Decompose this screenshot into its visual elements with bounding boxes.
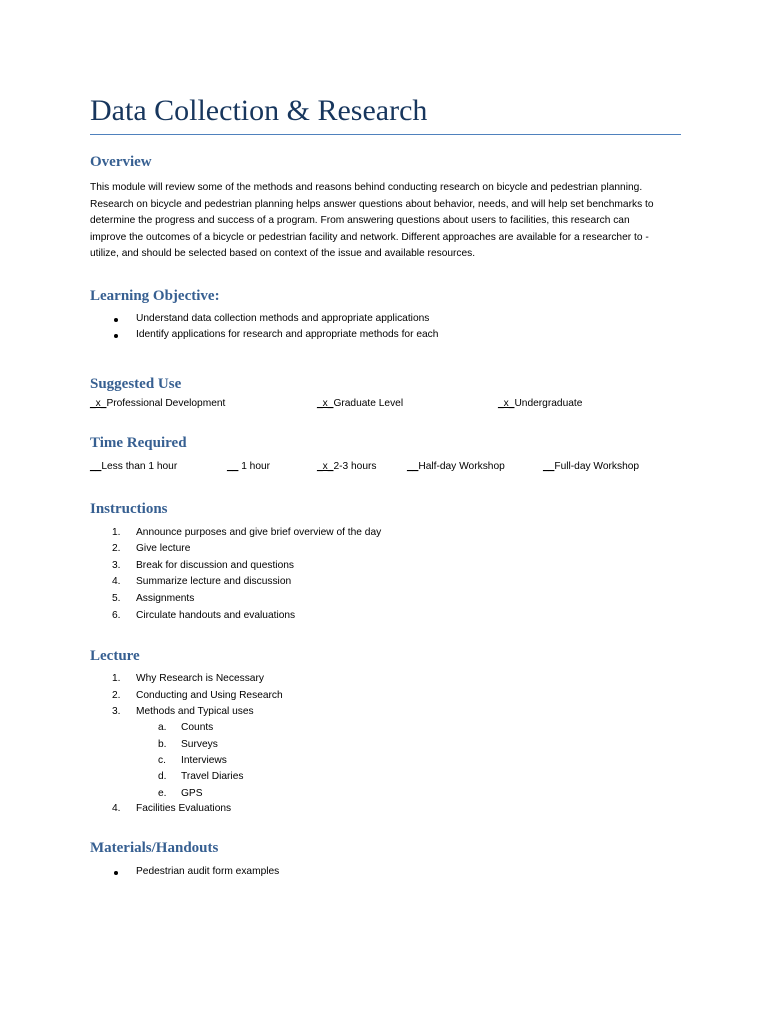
- time-option: [317, 461, 376, 472]
- list-number: 5.: [112, 593, 121, 604]
- instruction-item: Assignments: [136, 593, 195, 604]
- time-option: [90, 461, 177, 472]
- instructions-heading: Instructions: [90, 501, 168, 517]
- list-number: 1.: [112, 527, 121, 538]
- option-label: 2-3 hours: [333, 461, 377, 472]
- check-mark: _x_: [317, 398, 334, 409]
- suggested-use-option: [90, 398, 225, 409]
- lecture-subitem: Counts: [181, 722, 214, 733]
- lecture-subitem: Interviews: [181, 755, 227, 766]
- list-letter: d.: [158, 771, 167, 782]
- overview-heading: Overview: [90, 154, 152, 170]
- list-letter: a.: [158, 722, 167, 733]
- option-label: Less than 1 hour: [101, 461, 178, 472]
- option-label: Professional Development: [106, 398, 226, 409]
- lecture-subitem: Travel Diaries: [181, 771, 244, 782]
- check-mark: _x_: [90, 398, 107, 409]
- lecture-heading: Lecture: [90, 648, 140, 664]
- lecture-subitem: Surveys: [181, 739, 218, 750]
- lecture-item: Why Research is Necessary: [136, 673, 264, 684]
- learning-objective-heading: Learning Objective:: [90, 288, 220, 304]
- list-number: 1.: [112, 673, 121, 684]
- overview-paragraph: [90, 180, 675, 263]
- instruction-item: Circulate handouts and evaluations: [136, 610, 296, 621]
- check-mark: __: [407, 461, 419, 472]
- bullet-icon: [114, 334, 118, 338]
- suggested-use-option: [498, 398, 582, 409]
- overview-line: improve the outcomes of a bicycle or pedestrian facility and network. Different approaches are available for a researcher to -: [90, 231, 649, 243]
- list-letter: b.: [158, 739, 167, 750]
- overview-line: This module will review some of the methods and reasons behind conducting research on bicycle and pedestrian planning.: [90, 182, 643, 193]
- instruction-item: Announce purposes and give brief overview of the day: [136, 527, 382, 538]
- time-required-heading: Time Required: [90, 435, 187, 451]
- time-option: [543, 461, 639, 472]
- option-label: Graduate Level: [333, 398, 404, 409]
- instruction-item: Break for discussion and questions: [136, 560, 294, 571]
- time-option: [227, 461, 270, 472]
- bullet-icon: [114, 318, 118, 322]
- option-label: 1 hour: [241, 461, 271, 472]
- check-mark: __: [90, 461, 102, 472]
- materials-item: Pedestrian audit form examples: [136, 866, 280, 877]
- overview-line: determine the progress and success of a program. From answering questions about users to facilities, this research can: [90, 215, 630, 226]
- title-underline: [90, 134, 681, 135]
- list-number: 3.: [112, 560, 121, 571]
- check-mark: _x_: [498, 398, 515, 409]
- overview-line: Research on bicycle and pedestrian planning helps answer questions about behavior, needs, and will help set benchmarks to: [90, 198, 654, 210]
- check-mark: __: [543, 461, 555, 472]
- suggested-use-option: [317, 398, 403, 409]
- suggested-use-heading: Suggested Use: [90, 376, 182, 392]
- instruction-item: Give lecture: [136, 543, 191, 554]
- instruction-item: Summarize lecture and discussion: [136, 576, 292, 587]
- list-number: 2.: [112, 690, 121, 701]
- materials-heading: Materials/Handouts: [90, 840, 219, 856]
- lecture-item: Facilities Evaluations: [136, 803, 232, 814]
- objective-item: Understand data collection methods and appropriate applications: [136, 313, 430, 324]
- list-number: 6.: [112, 610, 121, 621]
- objective-item: Identify applications for research and appropriate methods for each: [136, 329, 439, 340]
- list-number: 2.: [112, 543, 121, 554]
- list-number: 4.: [112, 576, 121, 587]
- lecture-item: Methods and Typical uses: [136, 706, 254, 717]
- option-label: Full-day Workshop: [554, 461, 640, 472]
- option-label: Half-day Workshop: [418, 461, 505, 472]
- list-number: 3.: [112, 706, 121, 717]
- list-letter: e.: [158, 788, 167, 799]
- lecture-subitem: GPS: [181, 788, 203, 799]
- bullet-icon: [114, 871, 118, 875]
- overview-line: utilize, and should be selected based on context of the issue and available resources.: [90, 248, 476, 259]
- option-label: Undergraduate: [514, 398, 583, 409]
- list-letter: c.: [158, 755, 166, 766]
- check-mark: __: [227, 461, 239, 472]
- list-number: 4.: [112, 803, 121, 814]
- lecture-item: Conducting and Using Research: [136, 690, 283, 701]
- document-title: Data Collection & Research: [90, 94, 428, 127]
- time-option: [407, 461, 505, 472]
- check-mark: _x_: [317, 461, 334, 472]
